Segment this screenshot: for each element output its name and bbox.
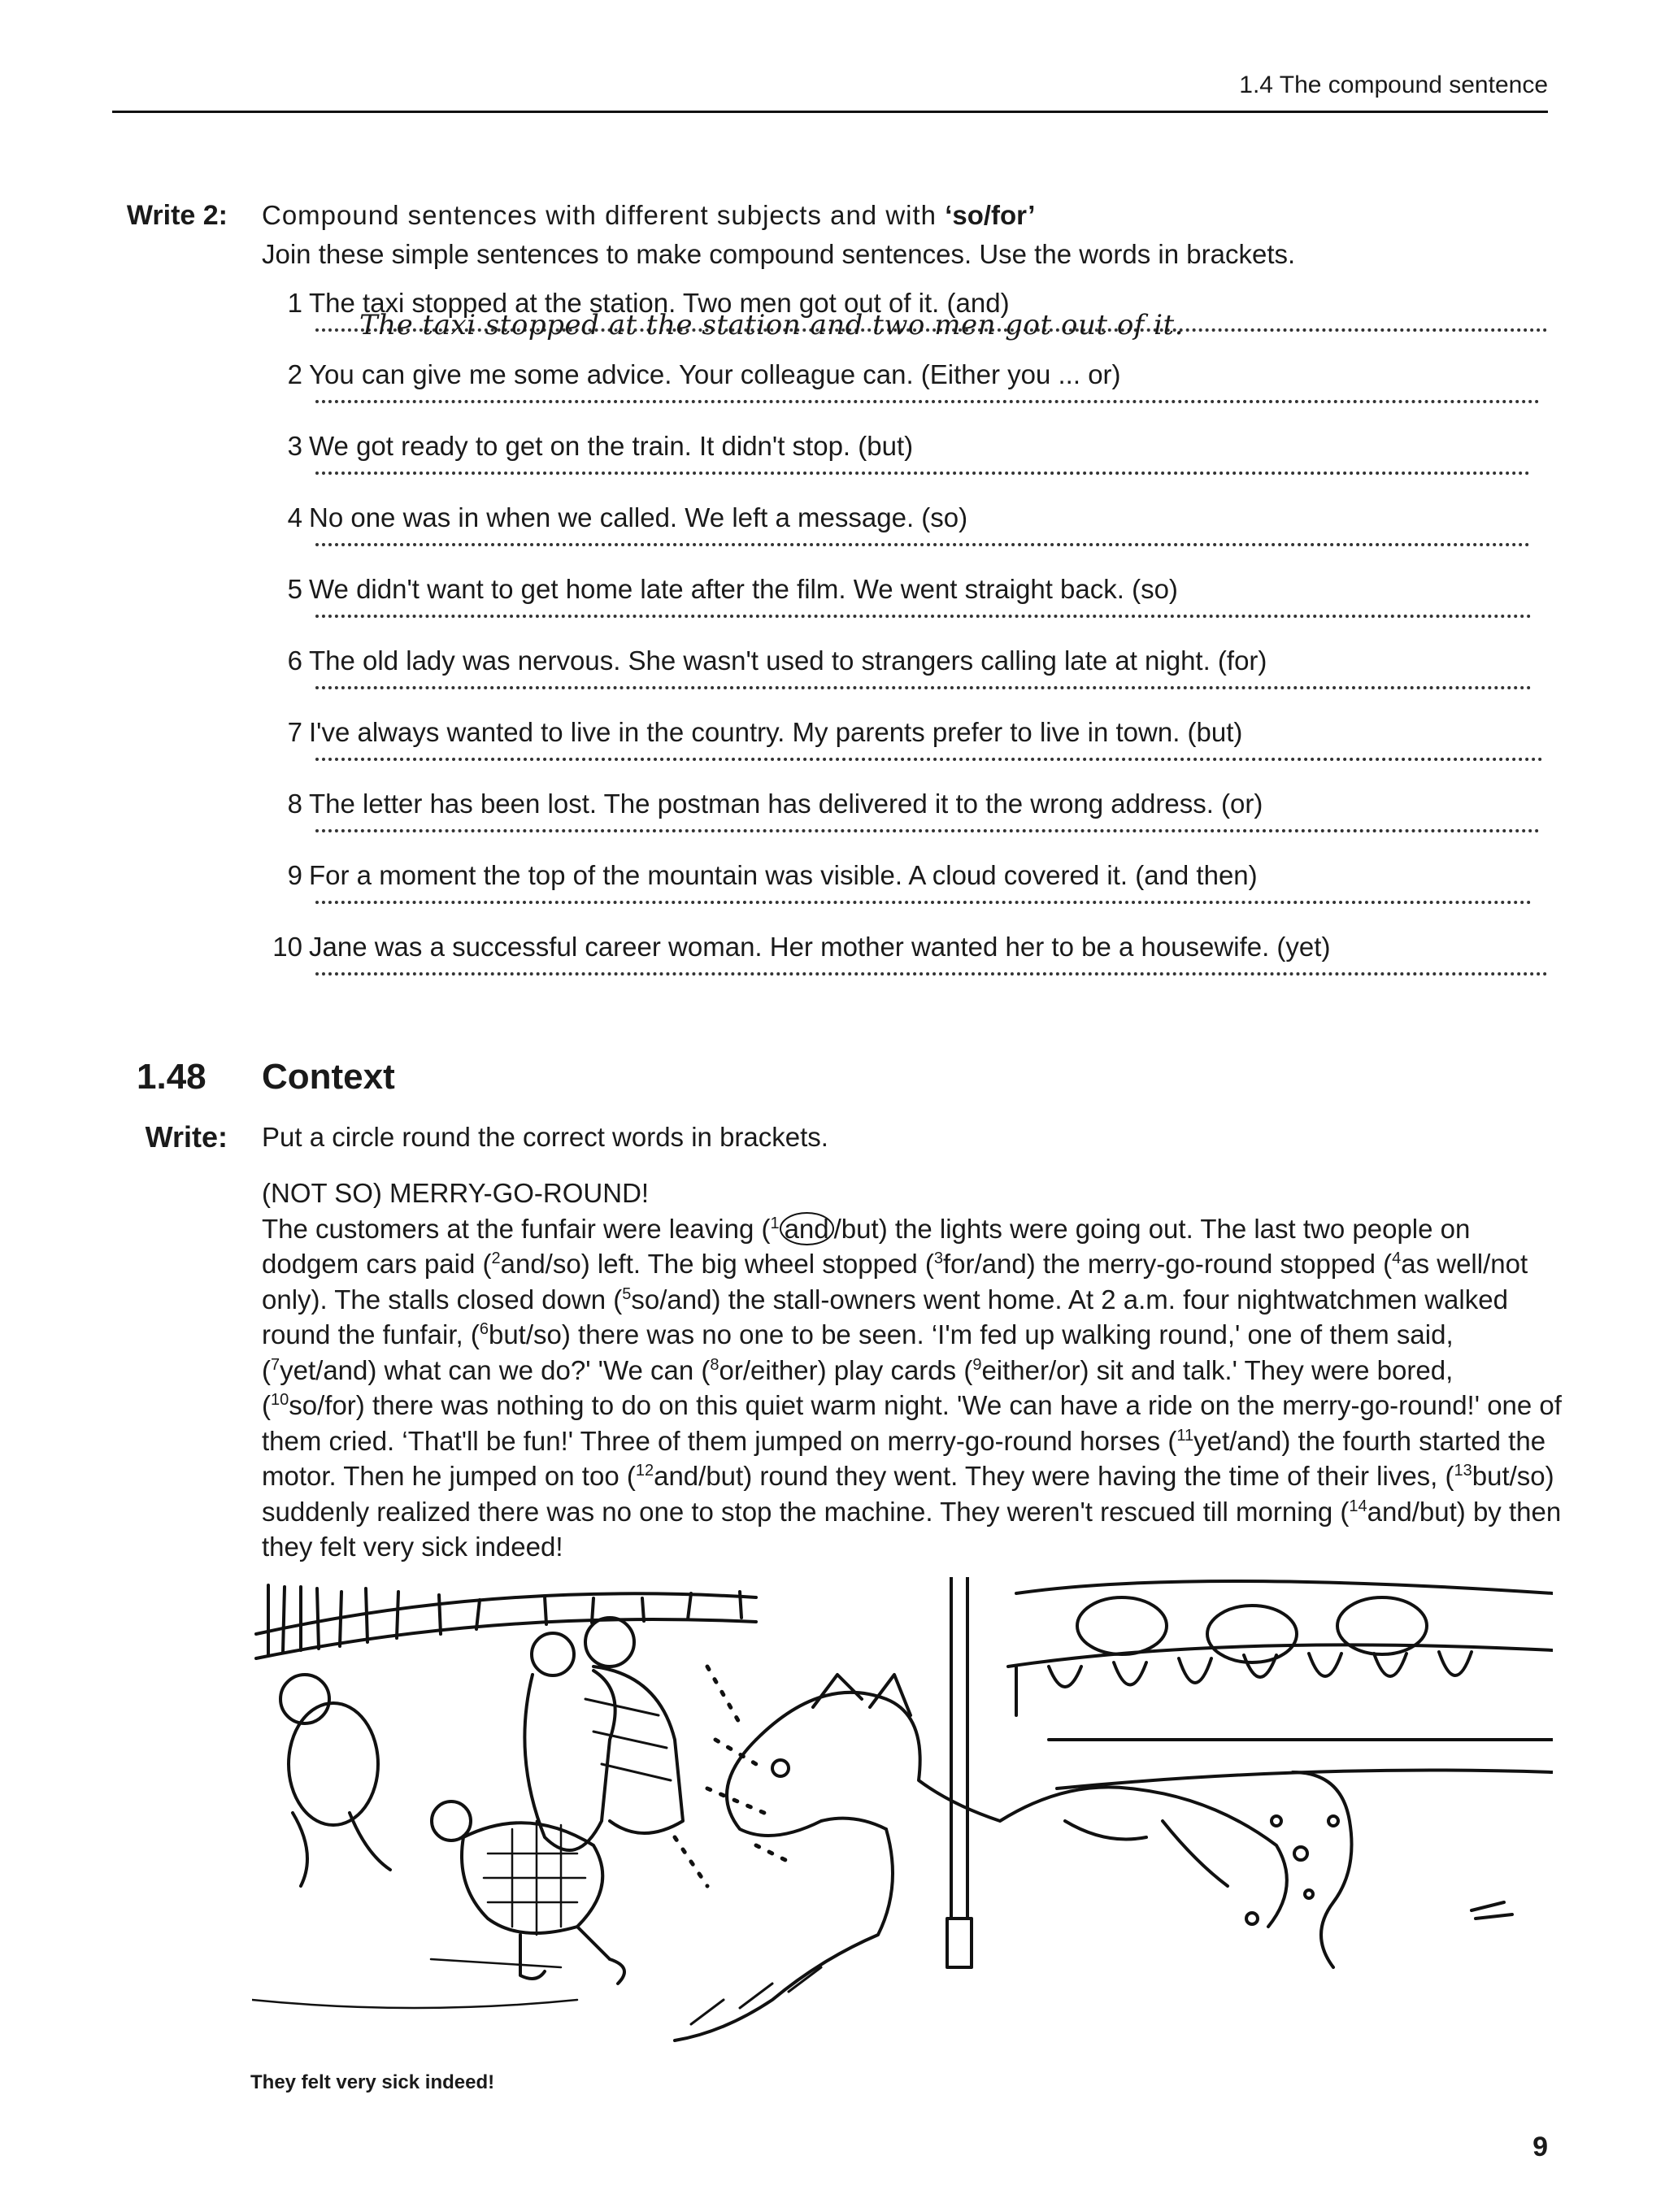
choice[interactable]: as well/not (1401, 1249, 1528, 1279)
choice[interactable]: and/so (500, 1249, 581, 1279)
choice[interactable]: either/or (981, 1354, 1080, 1385)
header-rule (112, 111, 1548, 113)
answer-line[interactable] (315, 823, 1540, 832)
choice[interactable]: and/but (654, 1461, 744, 1491)
item-number: 5 (287, 574, 302, 604)
item-number: 9 (287, 860, 302, 890)
story-title: (NOT SO) MERRY-GO-ROUND! (262, 1178, 650, 1208)
item-text: I've always wanted to live in the country. My parents prefer to live in town. (but) (309, 717, 1243, 747)
answer-line[interactable] (315, 894, 1532, 904)
merry-go-round-illustration (252, 1577, 1553, 2049)
item-text: For a moment the top of the mountain was visible. A cloud covered it. (and then) (309, 860, 1258, 890)
write2-instruction: Join these simple sentences to make compound sentences. Use the words in brackets. (262, 239, 1296, 269)
page-number: 9 (1532, 2132, 1548, 2162)
handwritten-answer: The taxi stopped at the station and two men got out of it. (359, 309, 1185, 341)
exercise-item (262, 288, 1548, 359)
choice[interactable]: or/either (719, 1354, 818, 1385)
choice[interactable]: for/and (942, 1249, 1027, 1279)
choice[interactable]: but/so (1472, 1461, 1545, 1491)
exercise-item (262, 574, 1548, 645)
item-text: Jane was a successful career woman. Her mother wanted her to be a housewife. (yet) (309, 932, 1331, 962)
exercise-item (262, 645, 1548, 717)
choice[interactable]: but/so (488, 1319, 562, 1349)
story-text: The customers at the funfair were leaving ($^1$ and /but) the lights were going out. The last two people on dodgem cars paid ($^2$and/so) left. The big wheel stopped ($^3$for/and) the merry-go-round stopped ($^4$as well/not only). The stalls closed down ($^5$so/and) the stall-owners went home. At 2 a.m. four nightwatchmen walked round the funfair, ($^6$but/so) there was no one to be seen. ‘I'm fed up walking round,' one of them said, ($^7$yet/and) what can we do?' 'We can ($^8$or/either) play cards ($^9$either/or) sit and talk.' They were bored, ($^{10}$so/for) there was nothing to do on this quiet warm night. 'We can have a ride on the merry-go-round!' one of them cried. ‘That'll be fun!' Three of them jumped on merry-go-round horses ($^{11}$yet/and) the fourth started the motor. Then he jumped on too ($^{12}$and/but) round they went. They were having the time of their lives, ($^{13}$but/so) suddenly realized there was no one to stop the machine. They weren't rescued till morning ($^{14}$and/but) by then they felt very sick indeed! (262, 1213, 1562, 1562)
exercise-item (262, 502, 1548, 574)
item-number: 7 (287, 717, 302, 747)
exercise-list (262, 288, 1548, 1003)
answer-line[interactable] (315, 751, 1543, 761)
answer-line[interactable] (315, 393, 1540, 403)
item-text: The old lady was nervous. She wasn't used to strangers calling late at night. (for) (309, 645, 1267, 676)
exercise-item (262, 359, 1548, 431)
exercise-item (262, 789, 1548, 860)
item-number: 4 (287, 502, 302, 532)
answer-line[interactable] (315, 537, 1530, 546)
answer-line[interactable] (315, 680, 1532, 689)
item-text: The taxi stopped at the station. Two men got out of it. (and) (309, 288, 1010, 318)
item-text: We got ready to get on the train. It didn't stop. (but) (309, 431, 914, 461)
section-title: Context (262, 1057, 395, 1097)
section-number: 1.48 (137, 1057, 206, 1097)
item-text: No one was in when we called. We left a message. (so) (309, 502, 968, 532)
item-number: 6 (287, 645, 302, 676)
item-number: 8 (287, 789, 302, 819)
exercise-item (262, 717, 1548, 789)
choice[interactable]: yet/and (1193, 1425, 1282, 1456)
exercise-item (262, 860, 1548, 932)
circled-choice[interactable]: and (780, 1212, 834, 1245)
answer-line[interactable] (315, 966, 1548, 976)
exercise-item (262, 431, 1548, 502)
choice[interactable]: so/and (631, 1284, 712, 1315)
item-text: The letter has been lost. The postman has delivered it to the wrong address. (or) (309, 789, 1263, 819)
write2-title (262, 200, 1035, 231)
choice[interactable]: yet/and (280, 1354, 368, 1385)
answer-line[interactable] (315, 608, 1532, 618)
choice[interactable]: /but (833, 1213, 879, 1244)
write-instruction: Put a circle round the correct words in brackets. (262, 1122, 828, 1152)
item-number: 1 (287, 288, 302, 318)
illustration-caption: They felt very sick indeed! (250, 2071, 495, 2093)
choice[interactable]: and/but (1367, 1496, 1457, 1527)
write-label: Write: (145, 1120, 228, 1154)
write2-label: Write 2: (126, 200, 228, 231)
item-number: 2 (287, 359, 302, 389)
header-title: 1.4 The compound sentence (1239, 72, 1548, 98)
answer-line[interactable] (315, 465, 1530, 475)
item-text: You can give me some advice. Your colleague can. (Either you ... or) (309, 359, 1121, 389)
choice[interactable]: so/for (289, 1390, 356, 1420)
write2-title-keywords: ‘so/for’ (945, 200, 1036, 230)
exercise-item (262, 932, 1548, 1003)
item-number: 10 (272, 932, 302, 962)
story (262, 1176, 1563, 1565)
write2-title-text: Compound sentences with different subjects and with (262, 200, 946, 230)
item-number: 3 (287, 431, 302, 461)
item-text: We didn't want to get home late after the film. We went straight back. (so) (309, 574, 1178, 604)
